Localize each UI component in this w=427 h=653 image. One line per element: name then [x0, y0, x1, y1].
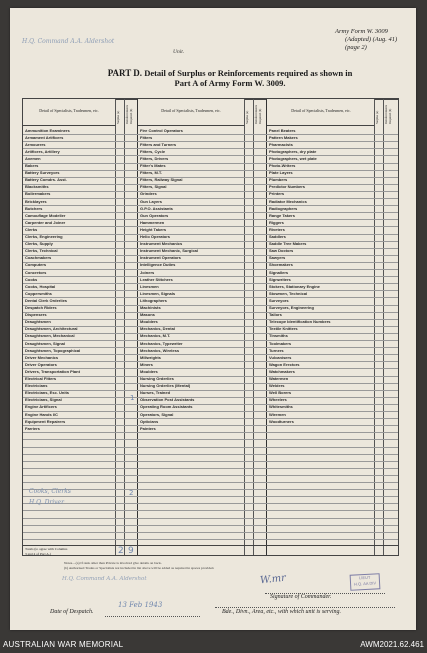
table-row-label: Stowmen, Technical: [269, 290, 308, 296]
row-divider: [23, 482, 398, 483]
table-row-label: Predictor Numbers: [269, 184, 306, 190]
form-ref-line1: Army Form W. 3009: [335, 28, 388, 35]
row-divider: [23, 276, 398, 277]
reinf-header-2: Reinforcements Required (b): [254, 99, 266, 126]
table-row-label: Grinders: [140, 191, 157, 197]
table-row-label: Fitters, Railway Signal: [140, 177, 183, 183]
row-divider: [23, 163, 398, 164]
table-row-label: Mechanics, Typewriter: [140, 340, 183, 346]
row-divider: [23, 219, 398, 220]
table-row-label: Mechanics, Wireless: [140, 347, 180, 353]
table-row-label: Welders: [269, 383, 285, 389]
table-row-label: Lithographers: [140, 297, 167, 303]
form-ref-line3: (page 2): [345, 44, 367, 51]
table-row-label: Watchmakers: [269, 368, 295, 374]
table-row-label: Cooks: [25, 276, 38, 282]
signature-label: Signature of Commander.: [270, 594, 332, 600]
spec-header-3: Detail of Specialists, Tradesmen, etc.: [267, 99, 375, 126]
table-row-label: Linesmen: [140, 283, 159, 289]
table-row-label: Draughtsmen, Mechanical: [25, 333, 75, 339]
table-row-label: Electricians, Esc. Units: [25, 390, 70, 396]
table-row-label: Draughtsmen, Topographical: [25, 347, 81, 353]
archive-id: AWM2021.62.461: [360, 640, 424, 649]
row-divider: [23, 397, 398, 398]
title-line1: Detail of Surplus or Reinforcements required as shown in: [144, 68, 353, 78]
table-row-label: Printers: [269, 191, 285, 197]
row-divider: [23, 454, 398, 455]
table-row-label: Height Takers: [140, 226, 167, 232]
table-row-label: Surveyors, Engineering: [269, 305, 314, 310]
table-row-label: Moulders: [140, 319, 158, 325]
row-divider: [23, 255, 398, 256]
totals-divider: [23, 545, 398, 546]
date-line: [105, 616, 200, 617]
table-row-label: Signallers: [269, 269, 289, 275]
table-row-label: Textile Knitters: [269, 326, 298, 332]
handwritten-value-clerks: 1: [130, 394, 135, 402]
row-divider: [23, 411, 398, 412]
table-row-label: Artificers, Artillery: [25, 148, 60, 154]
table-row-label: Gun Layers: [140, 198, 163, 204]
table-row-label: Fire Control Operators: [140, 127, 183, 133]
table-row-label: Clerks, Technical: [25, 248, 58, 254]
table-row-label: Photo-Writers: [269, 163, 296, 168]
table-row-label: G.P.O. Assistants: [140, 205, 173, 211]
table-row-label: Wagon Erectors: [269, 361, 300, 367]
form-reference: [335, 28, 397, 52]
table-row-label: Coachmakers: [25, 255, 52, 261]
table-row-label: Ammunition Examiners: [25, 127, 70, 133]
table-row-label: Tailors: [269, 312, 282, 318]
table-row-label: Observation Post Assistants: [140, 397, 195, 403]
table-row-label: Electricians, Signal: [25, 397, 62, 403]
table-row-label: Butchers: [25, 205, 43, 211]
table-row-label: Moulders: [140, 368, 158, 374]
row-divider: [23, 496, 398, 497]
bde-line: [215, 607, 395, 608]
row-divider: [23, 148, 398, 149]
row-divider: [23, 518, 398, 519]
table-row-label: Riveters: [269, 226, 285, 232]
row-divider: [23, 510, 398, 511]
row-divider: [23, 226, 398, 227]
table-row-label: Saw Doctors: [269, 248, 294, 254]
table-row-label: Draughtsmen, Signal: [25, 340, 66, 346]
table-row-label: Engine Hands I/C: [25, 411, 58, 417]
row-divider: [23, 539, 398, 540]
row-divider: [23, 212, 398, 213]
table-row-label: Radiographers: [269, 205, 298, 211]
row-divider: [23, 404, 398, 405]
table-row-label: Fitters, Cycle: [140, 148, 166, 154]
table-row-label: Carpenter and Joiner: [25, 219, 66, 225]
row-divider: [23, 425, 398, 426]
row-divider: [23, 432, 398, 433]
row-divider: [23, 191, 398, 192]
rank-stamp: [350, 573, 381, 591]
table-row-label: Joiners: [140, 269, 155, 275]
reinf-header-3: Reinforcements Required (b): [384, 99, 398, 126]
spec-header-1: Detail of Specialists, Tradesmen, etc.: [23, 99, 115, 126]
table-row-label: Cooks, Hospital: [25, 283, 56, 289]
table-row-label: Photographers, dry plate: [269, 148, 317, 154]
table-row-label: Shoemakers: [269, 262, 293, 268]
table-row-label: Toolmakers: [269, 340, 292, 346]
row-divider: [23, 532, 398, 533]
table-row-label: Painters: [140, 425, 156, 431]
table-row-label: Axemen: [25, 155, 41, 161]
form-title: [40, 68, 416, 88]
row-divider: [23, 475, 398, 476]
table-row-label: Electricians: [25, 383, 48, 389]
archive-credit: AUSTRALIAN WAR MEMORIAL: [3, 640, 124, 649]
table-row-label: Battery Comdrs. Asst.: [25, 177, 67, 183]
row-divider: [23, 297, 398, 298]
date-value: 13 Feb 1943: [118, 601, 163, 609]
row-divider: [23, 241, 398, 242]
table-row-label: Operating Room Assistants: [140, 404, 193, 410]
table-row-label: Farriers: [25, 425, 40, 431]
row-divider: [23, 234, 398, 235]
handwritten-value-drivers: 2: [129, 489, 134, 497]
row-divider: [23, 177, 398, 178]
table-row-label: Photographers, wet plate: [269, 155, 317, 161]
note-a: Notes—(a) If rank other than Private is involved give details on back.: [64, 561, 162, 565]
row-divider: [23, 198, 398, 199]
handwritten-row-1: Cooks, Clerks: [29, 488, 71, 495]
table-row-label: Fitters, Signal: [140, 184, 167, 190]
table-row-label: Clerks, Engineering: [25, 234, 63, 239]
table-row-label: Radiator Mechanics: [269, 198, 307, 204]
row-divider: [23, 447, 398, 448]
specialists-table: [22, 98, 399, 556]
row-divider: [23, 305, 398, 306]
table-row-label: Telecope Identification Numbers: [269, 319, 331, 325]
table-row-label: Opticians: [140, 418, 159, 424]
form-notes: [64, 561, 214, 571]
table-row-label: Hammermen: [140, 219, 165, 225]
commander-signature: W.mr: [259, 572, 287, 587]
table-row-label: Nursing Orderlies (Mental): [140, 383, 191, 389]
row-divider: [23, 155, 398, 156]
table-row-label: Equipment Repairers: [25, 418, 66, 424]
totals-label-line1: Totals (to agree with Columns: [25, 547, 68, 551]
table-row-label: Machinists: [140, 305, 161, 310]
date-label: Date of Despatch.: [50, 609, 94, 615]
row-divider: [23, 340, 398, 341]
table-row-label: Boilermakers: [25, 191, 51, 197]
table-row-label: Stokers, Stationary Engine: [269, 283, 320, 289]
title-part: PART D.: [107, 68, 143, 78]
table-row-label: Mechanics, Dental: [140, 326, 175, 332]
row-divider: [23, 319, 398, 320]
table-row-label: Sawyers: [269, 255, 286, 261]
table-row-label: Signwriters: [269, 276, 291, 282]
surplus-header-2: Surplus (a): [245, 99, 253, 126]
totals-label-line2: 3 and 4 of Part A.): [25, 551, 51, 556]
table-row-label: Tinsmiths: [269, 333, 288, 339]
table-row-label: Clerks, Supply: [25, 241, 53, 247]
row-divider: [23, 262, 398, 263]
table-row-label: Instrument Mechanics: [140, 241, 183, 247]
row-divider: [23, 468, 398, 469]
table-row-label: Bricklayers: [25, 198, 47, 204]
table-row-label: Turners: [269, 347, 284, 353]
row-divider: [23, 461, 398, 462]
table-row-label: Battery Surveyors: [25, 170, 60, 176]
table-row-label: Electrical Fitters: [25, 376, 57, 381]
table-row-label: Wheelers: [269, 397, 287, 403]
table-row-label: Riggers: [269, 219, 284, 225]
row-divider: [23, 418, 398, 419]
table-row-label: Nurses, Trained: [140, 390, 171, 396]
table-row-label: Pharmacists: [269, 141, 293, 147]
row-divider: [23, 383, 398, 384]
table-row-label: Plate Layers: [269, 170, 293, 176]
form-ref-line2: (Adapted) (Aug. 41): [345, 36, 398, 43]
table-row-label: Coppersmiths: [25, 290, 52, 296]
table-row-label: Draughtsmen: [25, 319, 51, 325]
table-row-label: Pattern Makers: [269, 134, 298, 140]
row-divider: [23, 170, 398, 171]
row-divider: [23, 376, 398, 377]
form-page: [10, 8, 416, 630]
stamp-line1: LIEUT: [358, 574, 371, 581]
table-row-label: Clerks: [25, 226, 38, 232]
table-row-label: Intelligence Duties: [140, 262, 176, 268]
table-row-label: Gun Operators: [140, 212, 169, 218]
table-row-label: Concretors: [25, 269, 47, 275]
row-divider: [23, 312, 398, 313]
table-row-label: Millwrights: [140, 354, 161, 360]
table-row-label: Whitesmiths: [269, 404, 293, 410]
table-row-label: Range Takers: [269, 212, 295, 218]
table-row-label: Masons: [140, 312, 155, 318]
row-divider: [23, 503, 398, 504]
spec-header-2: Detail of Specialists, Tradesmen, etc.: [138, 99, 244, 126]
totals-label: [25, 547, 67, 556]
surplus-header-3: Surplus (a): [375, 99, 383, 126]
table-row-label: Fitter's Mates: [140, 163, 166, 168]
row-divider: [23, 134, 398, 135]
table-row-label: Draughtsmen, Architectural: [25, 326, 78, 332]
table-row-label: Driver Mechanics: [25, 354, 59, 360]
table-row-label: Engine Artificers: [25, 404, 57, 410]
table-row-label: Vulcanisers: [269, 354, 292, 360]
table-row-label: Linesmen, Signals: [140, 290, 176, 296]
table-row-label: Instrument Mechanic, Surgical: [140, 248, 199, 254]
table-row-label: Saddlers: [269, 234, 286, 239]
handwritten-unit-bottom: H.Q. Command A.A. Aldershot: [62, 576, 147, 582]
row-divider: [23, 283, 398, 284]
table-row-label: Woodturners: [269, 418, 294, 424]
row-divider: [23, 184, 398, 185]
table-row-label: Mechanics, M.T.: [140, 333, 171, 339]
table-row-label: Bakers: [25, 163, 39, 168]
table-row-label: Drivers, Transportation Plant: [25, 368, 80, 374]
table-row-label: Well Borers: [269, 390, 292, 396]
table-row-label: Driver Operators: [25, 361, 57, 367]
total-surplus: 2: [118, 546, 124, 556]
bde-label: Bde., Divn., Area, etc., with which unit is serving.: [222, 609, 341, 615]
row-divider: [23, 354, 398, 355]
table-row-label: Armament Artificers: [25, 134, 64, 140]
table-row-label: Helio Operators: [140, 234, 171, 239]
table-row-label: Operators, Signal: [140, 411, 174, 417]
unit-label: Unit.: [173, 49, 185, 55]
row-divider: [23, 269, 398, 270]
table-row-label: Miners: [140, 361, 153, 367]
table-row-label: Instrument Operators: [140, 255, 181, 261]
table-row-label: Nursing Orderlies: [140, 376, 174, 381]
reinf-header-1: Reinforcements Required (b): [125, 99, 137, 126]
note-b: (b) Authorised Trades or Specialists not included in list above will be added as required in spaces provided.: [64, 566, 215, 570]
table-row-label: Despatch Riders: [25, 305, 57, 310]
row-divider: [23, 439, 398, 440]
table-row-label: Leather Stitchers: [140, 276, 173, 282]
total-reinforcements: 9: [128, 546, 134, 556]
row-divider: [23, 205, 398, 206]
table-row-label: Fitters, Drivers: [140, 155, 169, 161]
title-line2: Part A of Army Form W. 3009.: [174, 78, 286, 88]
row-divider: [23, 333, 398, 334]
table-row-label: Surveyors: [269, 297, 289, 303]
row-divider: [23, 390, 398, 391]
table-row-label: Plumbers: [269, 177, 288, 183]
table-row-label: Fitters, M.T.: [140, 170, 163, 176]
row-divider: [23, 326, 398, 327]
table-row-label: Camouflage Modeller: [25, 212, 66, 218]
table-row-label: Dental Clerk Orderlies: [25, 297, 68, 303]
table-row-label: Computers: [25, 262, 47, 268]
handwritten-unit: H.Q. Command A.A. Aldershot: [22, 38, 115, 45]
row-divider: [23, 141, 398, 142]
row-divider: [23, 489, 398, 490]
row-divider: [23, 290, 398, 291]
table-row-label: Panel Beaters: [269, 127, 296, 133]
table-row-label: Wiremen: [269, 411, 286, 417]
table-row-label: Fitters and Turners: [140, 141, 177, 147]
row-divider: [23, 361, 398, 362]
handwritten-row-2: H.Q. Driver: [29, 499, 64, 506]
row-divider: [23, 525, 398, 526]
table-row-label: Fitters: [140, 134, 153, 140]
table-row-label: Saddle Tree Makers: [269, 241, 307, 247]
row-divider: [23, 248, 398, 249]
table-row-label: Blacksmiths: [25, 184, 49, 190]
table-row-label: Watermen: [269, 376, 289, 381]
table-row-label: Dispensers: [25, 312, 47, 318]
stamp-line2: H.Q. AA DIV: [353, 580, 377, 587]
table-row-label: Armourers: [25, 141, 46, 147]
surplus-header-1: Surplus (a): [116, 99, 124, 126]
